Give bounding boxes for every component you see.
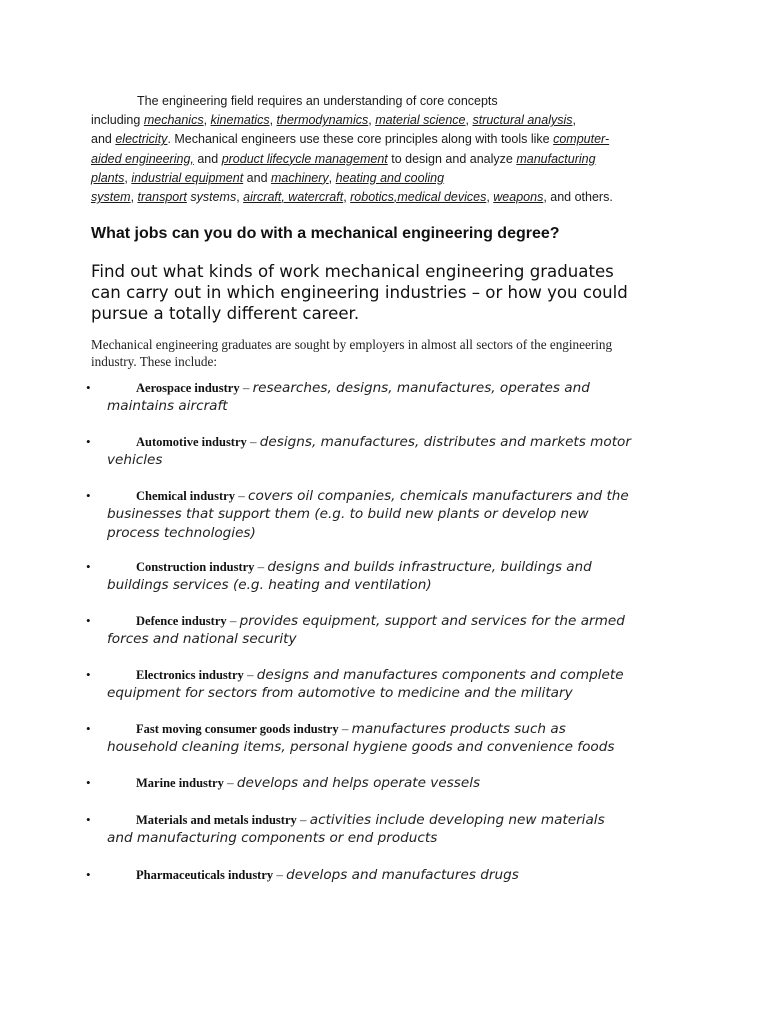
industry-label: Materials and metals industry	[136, 813, 297, 827]
industry-description-text: equipment for sectors from automotive to medicine and the military	[107, 685, 573, 702]
intro-text: ,	[343, 190, 351, 205]
watercraft-link[interactable]: , watercraft	[281, 190, 344, 205]
industry-description-text: designs and builds infrastructure, buildings and	[267, 559, 592, 575]
industry-label: Aerospace industry	[136, 381, 240, 395]
industry-label: Pharmaceuticals industry	[136, 868, 274, 882]
industry-description-line	[107, 612, 697, 630]
intro-text: ,	[486, 190, 494, 205]
bullet-icon: •	[86, 812, 91, 827]
electricity-link[interactable]: electricity	[115, 132, 168, 147]
industrial-equipment-link[interactable]: industrial equipment	[131, 170, 244, 185]
industry-description	[107, 433, 697, 470]
find-out-heading-line: can carry out in which engineering industries – or how you could	[91, 283, 628, 302]
industry-label: Electronics industry	[136, 668, 244, 682]
robotics-link[interactable]: robotics	[350, 190, 394, 205]
heating-cooling-link-cont[interactable]: system	[91, 190, 131, 205]
industry-description-line	[107, 433, 697, 451]
find-out-heading-line: pursue a totally different career.	[91, 304, 360, 323]
industry-description-text: businesses that support them (e.g. to build new plants or develop new	[107, 506, 589, 523]
industry-label: Marine industry	[136, 776, 224, 790]
industry-description-line	[107, 379, 697, 397]
material-science-link[interactable]: material science	[375, 113, 466, 128]
industry-label: Fast moving consumer goods industry	[136, 722, 339, 736]
industry-description	[107, 720, 697, 757]
industry-label: Chemical industry	[136, 489, 235, 503]
industry-description-line	[107, 576, 697, 594]
intro-text: ,	[124, 170, 132, 185]
intro-text: ,	[130, 190, 138, 205]
intro-text: and	[91, 132, 116, 147]
industry-description-line	[107, 505, 697, 523]
industry-description-line	[107, 487, 697, 505]
computer-aided-engineering-link-cont[interactable]: aided engineering,	[91, 151, 194, 166]
bullet-icon: •	[86, 775, 91, 790]
industry-description-text: designs, manufactures, distributes and markets motor	[259, 434, 631, 450]
intro-text: systems	[186, 190, 237, 205]
dash-separator: –	[243, 667, 257, 682]
structural-analysis-link[interactable]: structural analysis	[472, 113, 573, 128]
intro-text: and	[243, 170, 271, 185]
industry-description	[107, 666, 697, 703]
industry-description-text: covers oil companies, chemicals manufacturers and the	[247, 488, 629, 504]
weapons-link[interactable]: weapons	[493, 190, 544, 205]
industry-description-text: and manufacturing components or end products	[107, 830, 438, 847]
lead-line: Mechanical engineering graduates are sought by employers in almost all sectors of the engineering	[91, 337, 613, 352]
intro-text: ,	[236, 190, 244, 205]
industry-label: Automotive industry	[136, 435, 247, 449]
industry-description	[107, 379, 697, 416]
industry-description	[107, 612, 697, 649]
jobs-heading: What jobs can you do with a mechanical engineering degree?	[91, 225, 560, 242]
dash-separator: –	[254, 559, 268, 574]
intro-text: to design and analyze	[387, 151, 517, 166]
dash-separator: –	[234, 488, 248, 503]
industry-description-text: vehicles	[107, 452, 163, 469]
industry-description	[107, 558, 697, 595]
manufacturing-plants-link-cont[interactable]: plants	[91, 170, 125, 185]
industry-description-text: household cleaning items, personal hygiene goods and convenience foods	[107, 739, 615, 756]
find-out-heading-line: Find out what kinds of work mechanical engineering graduates	[91, 262, 614, 281]
product-lifecycle-management-link[interactable]: product lifecycle management	[221, 151, 388, 166]
industry-description-line	[107, 829, 697, 847]
industry-description-text: researches, designs, manufactures, operates and	[252, 380, 590, 396]
intro-text: ,	[465, 113, 473, 128]
bullet-icon: •	[86, 380, 91, 395]
industry-label: Construction industry	[136, 560, 255, 574]
industry-description-line	[107, 811, 697, 829]
transport-link[interactable]: transport	[137, 190, 187, 205]
industry-description	[107, 811, 697, 848]
intro-text: ,	[572, 113, 576, 128]
intro-text: ,	[328, 170, 336, 185]
manufacturing-plants-link[interactable]: manufacturing	[516, 151, 596, 166]
intro-text: including	[91, 113, 144, 128]
bullet-icon: •	[86, 488, 91, 503]
industry-label: Defence industry	[136, 614, 227, 628]
thermodynamics-link[interactable]: thermodynamics	[276, 113, 369, 128]
lead-line: industry. These include:	[91, 353, 217, 369]
bullet-icon: •	[86, 613, 91, 628]
industry-description-line	[107, 866, 697, 884]
bullet-icon: •	[86, 559, 91, 574]
intro-text: , and others.	[543, 190, 613, 205]
dash-separator: –	[246, 434, 260, 449]
industry-description	[107, 487, 697, 542]
industry-description-line	[107, 558, 697, 576]
industry-description-text: buildings services (e.g. heating and ventilation)	[107, 577, 432, 594]
dash-separator: –	[273, 867, 287, 882]
medical-devices-link[interactable]: ,medical devices	[393, 190, 487, 205]
industry-description-line	[107, 774, 697, 792]
dash-separator: –	[223, 775, 237, 790]
industry-description-text: manufactures products such as	[351, 721, 566, 737]
industry-description-text: maintains aircraft	[107, 398, 228, 415]
industry-description-text: process technologies)	[107, 524, 256, 541]
industry-description-line	[107, 397, 697, 415]
industry-description-text: activities include developing new materials	[309, 812, 605, 828]
industry-description-line	[107, 684, 697, 702]
intro-text: . Mechanical engineers use these core principles along with tools like	[167, 132, 554, 147]
intro-text: ,	[368, 113, 376, 128]
industry-description-line	[107, 630, 697, 648]
industry-description-text: develops and helps operate vessels	[236, 775, 481, 791]
industry-description-line	[107, 720, 697, 738]
mechanics-link[interactable]: mechanics	[143, 113, 204, 128]
dash-separator: –	[338, 721, 352, 736]
machinery-link[interactable]: machinery	[271, 170, 329, 185]
bullet-icon: •	[86, 434, 91, 449]
computer-aided-engineering-link[interactable]: computer-	[553, 132, 610, 147]
dash-separator: –	[239, 380, 253, 395]
dash-separator: –	[296, 812, 310, 827]
kinematics-link[interactable]: kinematics	[210, 113, 270, 128]
aircraft-link[interactable]: aircraft	[243, 190, 282, 205]
industry-description	[107, 866, 697, 884]
industry-description-text: designs and manufactures components and complete	[256, 667, 624, 683]
bullet-icon: •	[86, 667, 91, 682]
intro-text: ,	[269, 113, 277, 128]
industry-description	[107, 774, 697, 792]
industry-description-text: forces and national security	[107, 631, 297, 648]
intro-text: ,	[203, 113, 211, 128]
intro-text: and	[193, 151, 222, 166]
industry-description-text: develops and manufactures drugs	[286, 867, 519, 883]
bullet-icon: •	[86, 721, 91, 736]
bullet-icon: •	[86, 867, 91, 882]
intro-text: The engineering field requires an understanding of core concepts	[137, 94, 498, 108]
industry-description-line	[107, 738, 697, 756]
industry-description-text: provides equipment, support and services for the armed	[239, 613, 625, 629]
dash-separator: –	[226, 613, 240, 628]
industry-description-line	[107, 451, 697, 469]
heating-cooling-link[interactable]: heating and cooling	[335, 170, 445, 185]
industry-description-line	[107, 524, 697, 542]
industry-description-line	[107, 666, 697, 684]
